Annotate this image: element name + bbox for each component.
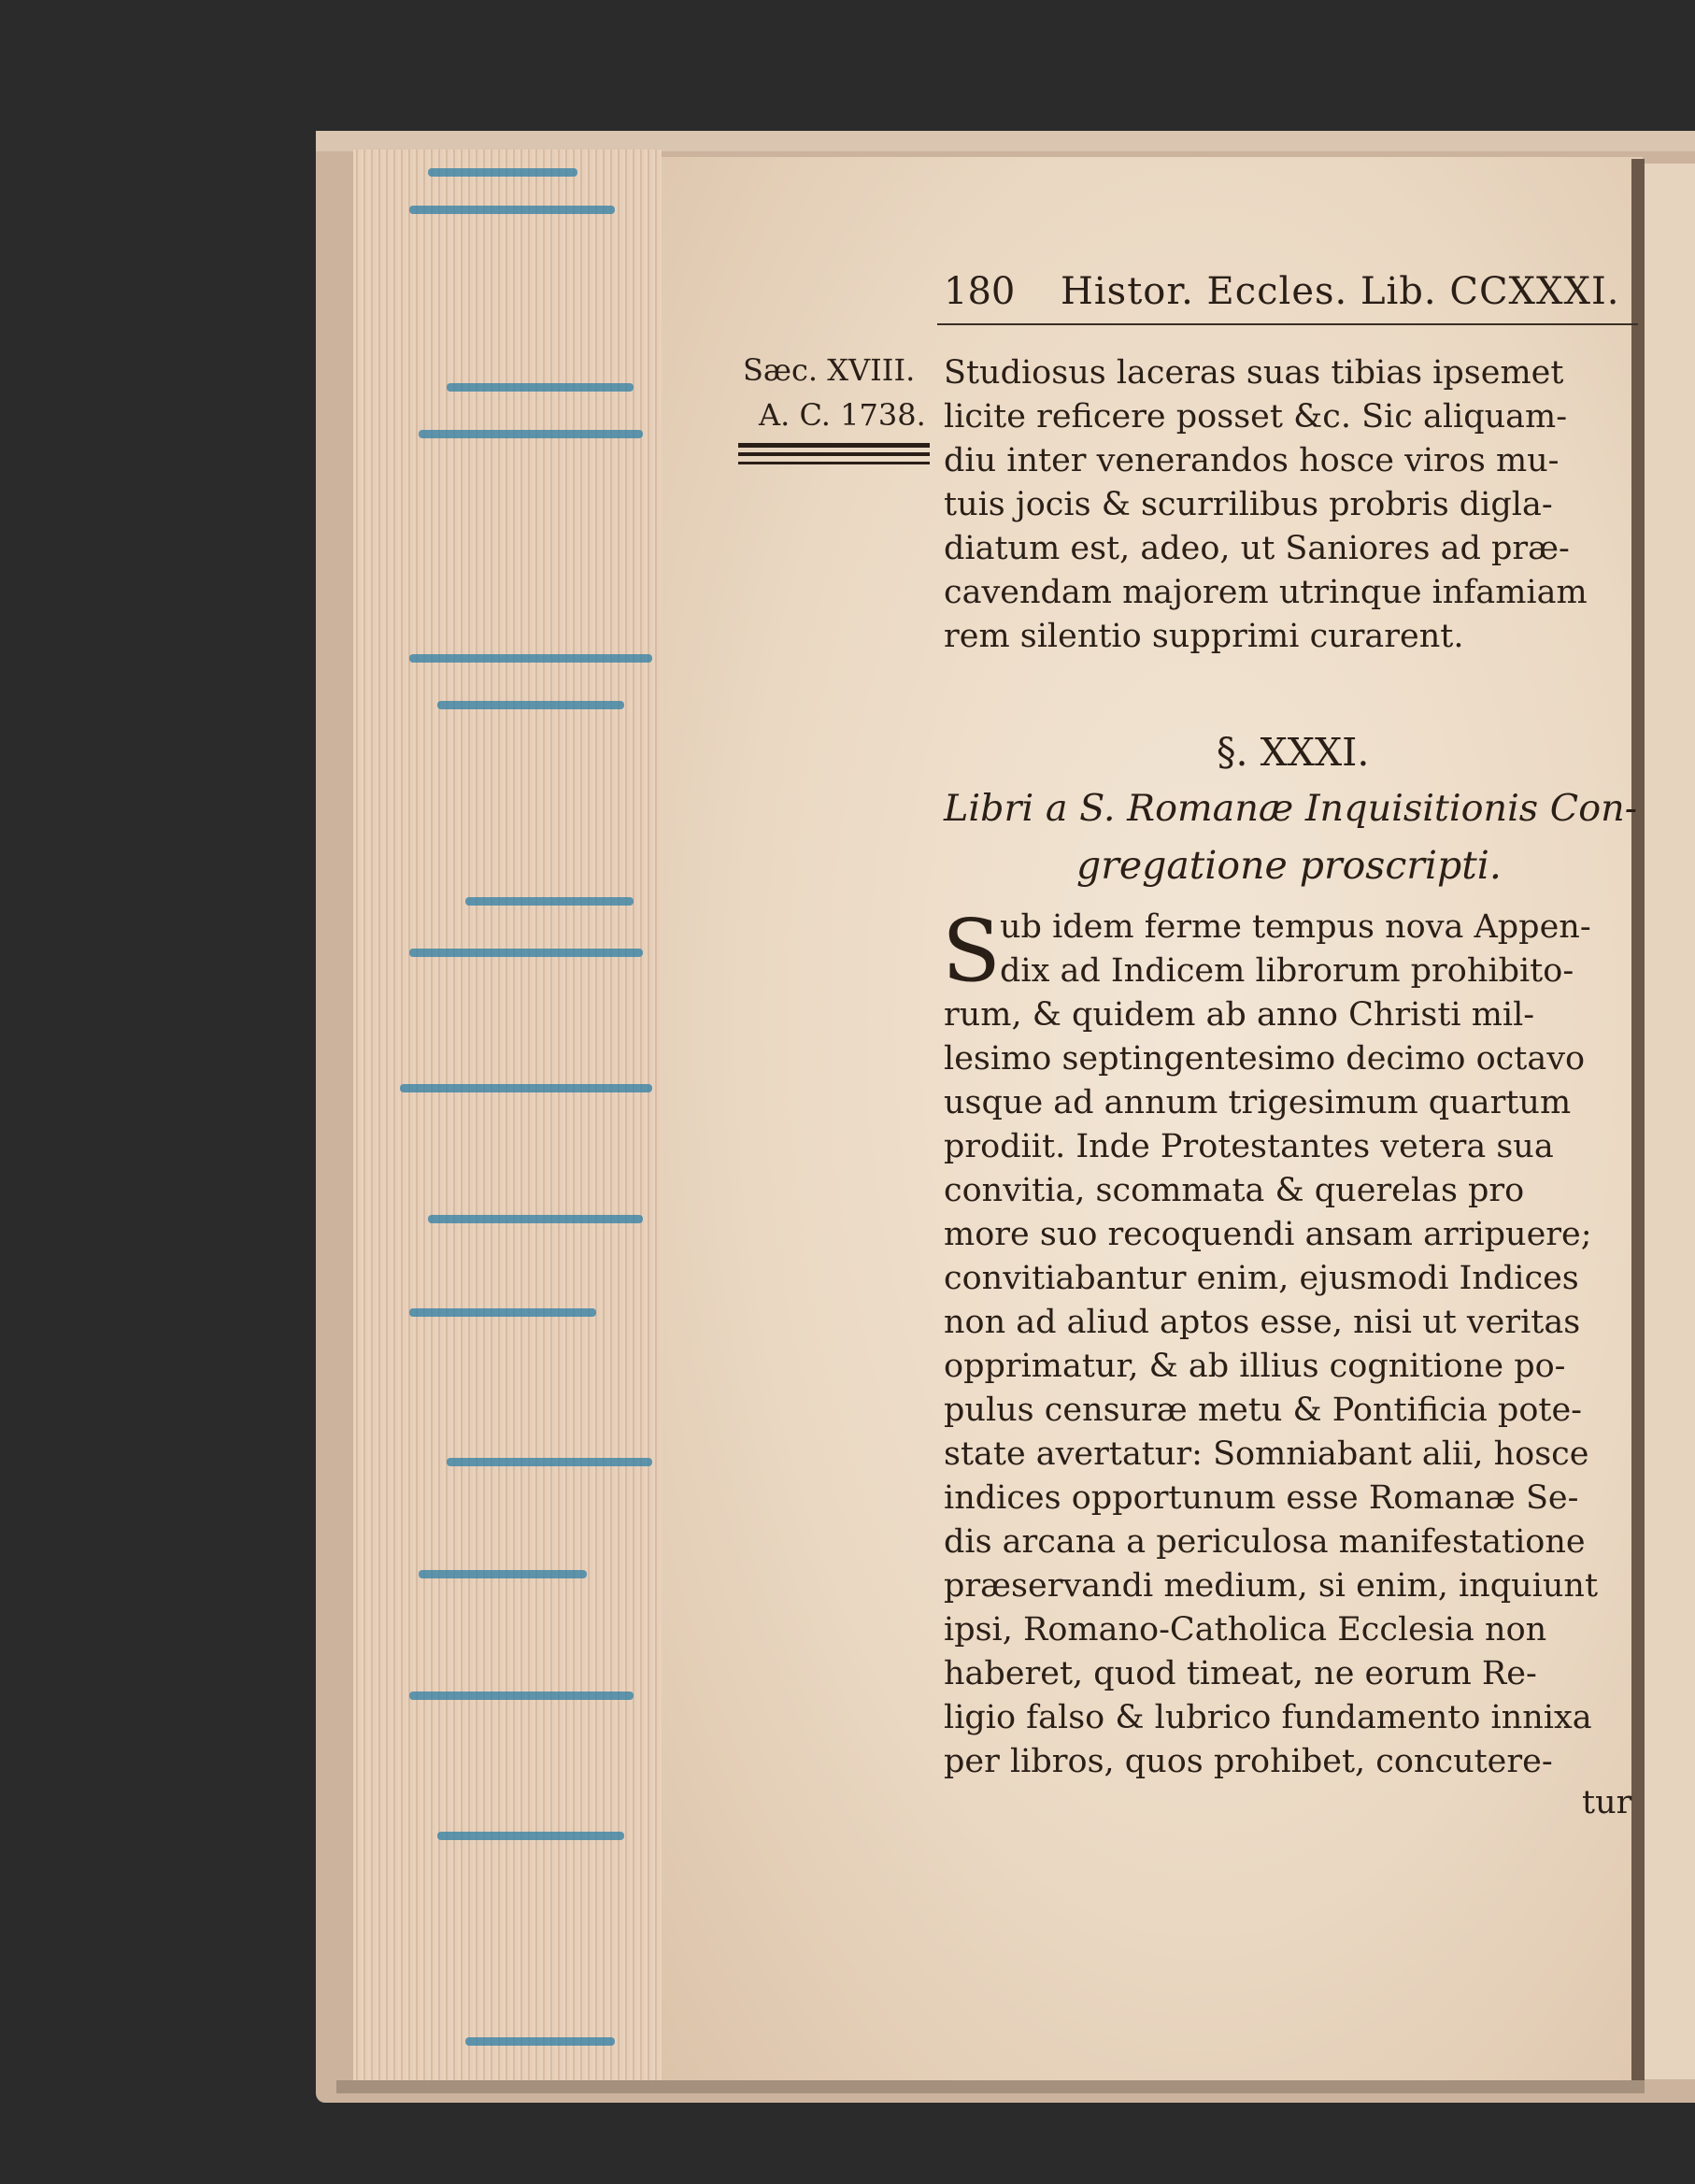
text-line: ipsi, Romano-Catholica Ecclesia non [944, 1611, 1547, 1649]
text-line: dis arcana a periculosa manifestatione [944, 1523, 1586, 1561]
text-line: cavendam majorem utrinque infamiam [944, 574, 1588, 611]
text-line: rum, & quidem ab anno Christi mil- [944, 996, 1535, 1034]
page-edges [353, 150, 662, 2084]
text-line: state avertatur: Somniabant alii, hosce [944, 1435, 1589, 1473]
header-rule [937, 323, 1638, 325]
margin-note-century: Sæc. XVIII. [743, 352, 916, 388]
text-line: haberet, quod timeat, ne eorum Re- [944, 1655, 1537, 1692]
text-line: pulus censuræ metu & Pontificia pote- [944, 1392, 1583, 1429]
text-line: licite reficere posset &c. Sic aliquam- [944, 398, 1568, 435]
section-heading: gregatione proscripti. [1076, 843, 1502, 888]
text-line: Studiosus laceras suas tibias ipsemet [944, 354, 1564, 392]
text-line: ligio falso & lubrico fundamento innixa [944, 1699, 1592, 1736]
catchword: tur [1582, 1784, 1632, 1821]
text-line: ub idem ferme tempus nova Appen- [1000, 908, 1591, 946]
margin-note-year: A. C. 1738. [759, 397, 926, 433]
text-line: convitiabantur enim, ejusmodi Indices [944, 1260, 1579, 1297]
book-bottom-edge [336, 2080, 1645, 2093]
text-line: opprimatur, & ab illius cognitione po- [944, 1348, 1566, 1385]
text-line: more suo recoquendi ansam arripuere; [944, 1216, 1592, 1253]
text-line: diu inter venerandos hosce viros mu- [944, 442, 1560, 479]
section-number: §. XXXI. [1217, 730, 1370, 775]
text-line: non ad aliud aptos esse, nisi ut veritas [944, 1304, 1581, 1341]
margin-rule [738, 462, 930, 464]
section-heading: Libri a S. Romanæ Inquisitionis Con- [944, 787, 1638, 830]
text-line: diatum est, adeo, ut Saniores ad præ- [944, 530, 1570, 567]
text-line: dix ad Indicem librorum prohibito- [1000, 952, 1574, 990]
text-line: per libros, quos prohibet, concutere- [944, 1743, 1553, 1780]
text-line: convitia, scommata & querelas pro [944, 1172, 1525, 1209]
book-top-edge [316, 131, 1695, 151]
margin-rule [738, 452, 930, 456]
text-line: tuis jocis & scurrilibus probris digla- [944, 486, 1553, 523]
margin-rule [738, 443, 930, 448]
text-line: rem silentio supprimi curarent. [944, 618, 1464, 655]
page-gutter [1631, 159, 1645, 2084]
text-line: lesimo septingentesimo decimo octavo [944, 1040, 1586, 1078]
page-number: 180 [944, 270, 1016, 313]
running-head: Histor. Eccles. Lib. CCXXXI. [1061, 270, 1620, 313]
text-line: præservandi medium, si enim, inquiunt [944, 1567, 1599, 1605]
drop-initial: S [942, 901, 1002, 1001]
facing-page-edge [1645, 164, 1695, 2079]
text-line: usque ad annum trigesimum quartum [944, 1084, 1572, 1121]
text-line: indices opportunum esse Romanæ Se- [944, 1479, 1579, 1517]
text-line: prodiit. Inde Protestantes vetera sua [944, 1128, 1554, 1165]
